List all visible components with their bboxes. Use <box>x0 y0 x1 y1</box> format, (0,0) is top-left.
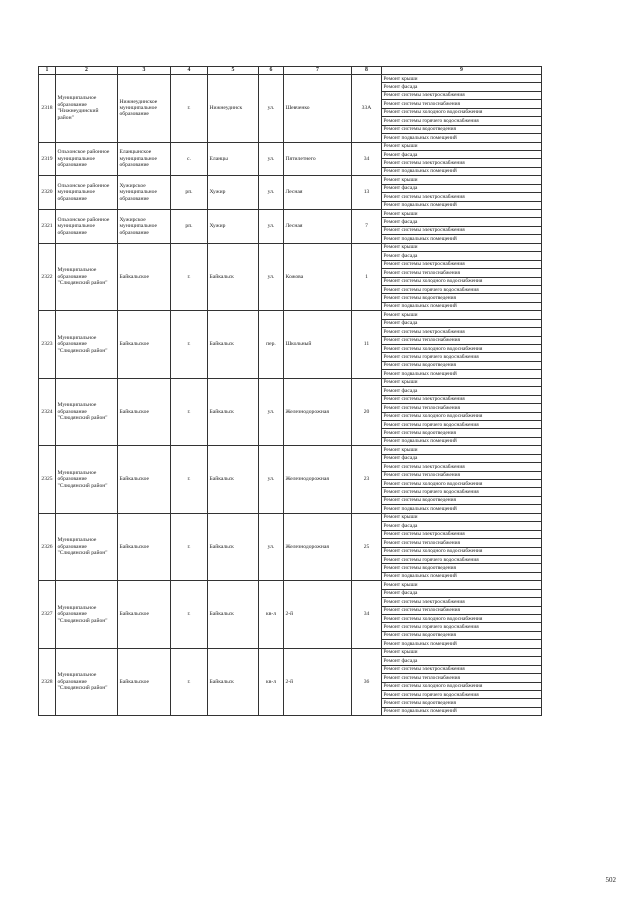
municipality-cell: Муниципальное образование "Слюдянский район" <box>56 446 118 514</box>
place-name-cell: Нижнеудинск <box>208 75 259 143</box>
settlement-cell: Байкальское <box>118 513 171 581</box>
work-item: Ремонт системы электроснабжения <box>382 598 542 606</box>
house-number-cell: 34 <box>352 142 382 176</box>
house-number-cell: 36 <box>352 648 382 716</box>
work-item: Ремонт системы холодного водоснабжения <box>382 277 542 285</box>
settlement-cell: Байкальское <box>118 446 171 514</box>
row-number: 2320 <box>39 176 56 210</box>
municipality-cell: Муниципальное образование "Слюдянский район" <box>56 378 118 446</box>
municipality-cell: Муниципальное образование "Слюдянский район" <box>56 581 118 649</box>
work-item: Ремонт фасада <box>382 252 542 260</box>
settlement-cell: Байкальское <box>118 648 171 716</box>
work-item: Ремонт подвальных помещений <box>382 235 542 243</box>
place-name-cell: Байкальск <box>208 243 259 311</box>
work-item: Ремонт системы холодного водоснабжения <box>382 412 542 420</box>
column-header: 7 <box>284 67 352 75</box>
work-item: Ремонт системы горячего водоснабжения <box>382 555 542 563</box>
place-type-cell: г. <box>171 513 208 581</box>
settlement-cell: Еланцынское муниципальное образование <box>118 142 171 176</box>
work-item: Ремонт системы холодного водоснабжения <box>382 108 542 116</box>
work-item: Ремонт фасада <box>382 522 542 530</box>
work-item: Ремонт системы теплоснабжения <box>382 404 542 412</box>
work-item: Ремонт фасада <box>382 454 542 462</box>
work-item: Ремонт системы горячего водоснабжения <box>382 285 542 293</box>
work-item: Ремонт крыши <box>382 446 542 454</box>
street-type-cell: кв-л <box>259 648 284 716</box>
table-row <box>39 210 542 218</box>
work-item: Ремонт системы электроснабжения <box>382 328 542 336</box>
column-header: 1 <box>39 67 56 75</box>
municipality-cell: Муниципальное образование "Нижнеудинский район" <box>56 75 118 143</box>
row-number: 2327 <box>39 581 56 649</box>
work-item: Ремонт системы горячего водоснабжения <box>382 623 542 631</box>
row-number: 2319 <box>39 142 56 176</box>
work-item: Ремонт подвальных помещений <box>382 302 542 310</box>
work-item: Ремонт системы электроснабжения <box>382 665 542 673</box>
table-row <box>39 75 542 83</box>
work-item: Ремонт системы электроснабжения <box>382 395 542 403</box>
table-row <box>39 142 542 150</box>
house-number-cell: 11 <box>352 311 382 379</box>
work-item: Ремонт фасада <box>382 319 542 327</box>
work-item: Ремонт системы теплоснабжения <box>382 336 542 344</box>
street-type-cell: ул. <box>259 378 284 446</box>
place-name-cell: Байкальск <box>208 648 259 716</box>
place-type-cell: г. <box>171 581 208 649</box>
table-row <box>39 311 542 319</box>
work-item: Ремонт крыши <box>382 648 542 656</box>
column-header: 2 <box>56 67 118 75</box>
work-item: Ремонт подвальных помещений <box>382 505 542 513</box>
street-type-cell: ул. <box>259 446 284 514</box>
street-name-cell: Кожова <box>284 243 352 311</box>
place-name-cell: Хужир <box>208 210 259 244</box>
table-row <box>39 243 542 251</box>
place-name-cell: Байкальск <box>208 311 259 379</box>
place-name-cell: Байкальск <box>208 513 259 581</box>
work-item: Ремонт фасада <box>382 184 542 192</box>
place-type-cell: г. <box>171 75 208 143</box>
settlement-cell: Байкальское <box>118 378 171 446</box>
house-number-cell: 13 <box>352 176 382 210</box>
work-item: Ремонт системы горячего водоснабжения <box>382 420 542 428</box>
house-number-cell: 25 <box>352 513 382 581</box>
municipality-cell: Муниципальное образование "Слюдянский район" <box>56 513 118 581</box>
street-name-cell: Железнодорожная <box>284 378 352 446</box>
municipality-cell: Ольхонское районное муниципальное образование <box>56 142 118 176</box>
settlement-cell: Байкальское <box>118 581 171 649</box>
work-item: Ремонт фасада <box>382 589 542 597</box>
work-item: Ремонт системы электроснабжения <box>382 91 542 99</box>
street-type-cell: кв-л <box>259 581 284 649</box>
place-name-cell: Байкальск <box>208 581 259 649</box>
work-item: Ремонт системы электроснабжения <box>382 193 542 201</box>
row-number: 2324 <box>39 378 56 446</box>
street-type-cell: ул. <box>259 176 284 210</box>
row-number: 2321 <box>39 210 56 244</box>
work-item: Ремонт системы холодного водоснабжения <box>382 682 542 690</box>
work-item: Ремонт подвальных помещений <box>382 707 542 715</box>
work-item: Ремонт системы водоотведения <box>382 631 542 639</box>
place-type-cell: г. <box>171 243 208 311</box>
settlement-cell: Нижнеудинское муниципальное образование <box>118 75 171 143</box>
work-item: Ремонт крыши <box>382 378 542 386</box>
work-item: Ремонт системы электроснабжения <box>382 226 542 234</box>
street-type-cell: ул. <box>259 513 284 581</box>
column-header: 4 <box>171 67 208 75</box>
column-header: 9 <box>382 67 542 75</box>
place-name-cell: Байкальск <box>208 446 259 514</box>
work-item: Ремонт крыши <box>382 142 542 150</box>
work-item: Ремонт системы электроснабжения <box>382 159 542 167</box>
table-row <box>39 176 542 184</box>
table-row <box>39 446 542 454</box>
work-item: Ремонт подвальных помещений <box>382 201 542 209</box>
street-type-cell: ул. <box>259 142 284 176</box>
work-item: Ремонт системы теплоснабжения <box>382 539 542 547</box>
street-name-cell: 2-й <box>284 648 352 716</box>
work-item: Ремонт системы горячего водоснабжения <box>382 353 542 361</box>
row-number: 2328 <box>39 648 56 716</box>
street-name-cell: Пятилетнего <box>284 142 352 176</box>
work-item: Ремонт системы теплоснабжения <box>382 100 542 108</box>
work-item: Ремонт подвальных помещений <box>382 167 542 175</box>
work-item: Ремонт крыши <box>382 210 542 218</box>
work-item: Ремонт крыши <box>382 176 542 184</box>
municipality-cell: Муниципальное образование "Слюдянский район" <box>56 311 118 379</box>
street-type-cell: ул. <box>259 210 284 244</box>
place-type-cell: рп. <box>171 176 208 210</box>
house-number-cell: 20 <box>352 378 382 446</box>
work-item: Ремонт системы холодного водоснабжения <box>382 345 542 353</box>
municipality-cell: Ольхонское районное муниципальное образование <box>56 210 118 244</box>
place-name-cell: Хужир <box>208 176 259 210</box>
work-item: Ремонт крыши <box>382 75 542 83</box>
work-item: Ремонт подвальных помещений <box>382 640 542 648</box>
street-name-cell: Лесная <box>284 176 352 210</box>
work-item: Ремонт подвальных помещений <box>382 134 542 142</box>
municipality-cell: Муниципальное образование "Слюдянский район" <box>56 648 118 716</box>
street-name-cell: Шевченко <box>284 75 352 143</box>
work-item: Ремонт системы водоотведения <box>382 429 542 437</box>
street-type-cell: ул. <box>259 75 284 143</box>
work-item: Ремонт системы холодного водоснабжения <box>382 480 542 488</box>
settlement-cell: Хужирское муниципальное образование <box>118 176 171 210</box>
column-header: 3 <box>118 67 171 75</box>
work-item: Ремонт системы горячего водоснабжения <box>382 488 542 496</box>
municipality-cell: Муниципальное образование "Слюдянский район" <box>56 243 118 311</box>
work-item: Ремонт системы горячего водоснабжения <box>382 117 542 125</box>
row-number: 2322 <box>39 243 56 311</box>
table-body <box>39 75 542 716</box>
work-item: Ремонт фасада <box>382 150 542 158</box>
work-item: Ремонт системы водоотведения <box>382 496 542 504</box>
place-type-cell: г. <box>171 311 208 379</box>
work-item: Ремонт системы теплоснабжения <box>382 674 542 682</box>
work-item: Ремонт системы водоотведения <box>382 361 542 369</box>
house-number-cell: 7 <box>352 210 382 244</box>
house-number-cell: 34 <box>352 581 382 649</box>
place-name-cell: Байкальск <box>208 378 259 446</box>
row-number: 2323 <box>39 311 56 379</box>
work-item: Ремонт подвальных помещений <box>382 370 542 378</box>
street-name-cell: Лесная <box>284 210 352 244</box>
street-name-cell: 2-й <box>284 581 352 649</box>
row-number: 2318 <box>39 75 56 143</box>
column-header: 8 <box>352 67 382 75</box>
work-item: Ремонт системы электроснабжения <box>382 260 542 268</box>
place-type-cell: г. <box>171 378 208 446</box>
work-item: Ремонт подвальных помещений <box>382 437 542 445</box>
place-type-cell: с. <box>171 142 208 176</box>
settlement-cell: Хужирское муниципальное образование <box>118 210 171 244</box>
work-item: Ремонт системы водоотведения <box>382 294 542 302</box>
work-item: Ремонт фасада <box>382 387 542 395</box>
page-number: 502 <box>605 876 616 884</box>
municipality-cell: Ольхонское районное муниципальное образование <box>56 176 118 210</box>
table-row <box>39 513 542 521</box>
work-item: Ремонт системы водоотведения <box>382 564 542 572</box>
work-item: Ремонт фасада <box>382 83 542 91</box>
street-name-cell: Железнодорожная <box>284 513 352 581</box>
settlement-cell: Байкальское <box>118 311 171 379</box>
work-item: Ремонт фасада <box>382 657 542 665</box>
street-name-cell: Железнодорожная <box>284 446 352 514</box>
settlement-cell: Байкальское <box>118 243 171 311</box>
house-number-cell: 1 <box>352 243 382 311</box>
table-row <box>39 581 542 589</box>
work-item: Ремонт системы водоотведения <box>382 125 542 133</box>
work-item: Ремонт системы теплоснабжения <box>382 471 542 479</box>
work-item: Ремонт системы электроснабжения <box>382 530 542 538</box>
place-type-cell: г. <box>171 648 208 716</box>
work-item: Ремонт системы водоотведения <box>382 699 542 707</box>
column-header: 6 <box>259 67 284 75</box>
house-number-cell: 23 <box>352 446 382 514</box>
work-item: Ремонт системы холодного водоснабжения <box>382 615 542 623</box>
work-item: Ремонт системы теплоснабжения <box>382 606 542 614</box>
table-row <box>39 378 542 386</box>
row-number: 2326 <box>39 513 56 581</box>
place-type-cell: г. <box>171 446 208 514</box>
work-item: Ремонт системы теплоснабжения <box>382 269 542 277</box>
work-item: Ремонт фасада <box>382 218 542 226</box>
work-item: Ремонт системы электроснабжения <box>382 463 542 471</box>
work-item: Ремонт подвальных помещений <box>382 572 542 580</box>
works-table <box>38 66 542 716</box>
header-row <box>39 67 542 75</box>
table-row <box>39 648 542 656</box>
house-number-cell: 33А <box>352 75 382 143</box>
street-type-cell: ул. <box>259 243 284 311</box>
work-item: Ремонт крыши <box>382 513 542 521</box>
street-name-cell: Школьный <box>284 311 352 379</box>
work-item: Ремонт крыши <box>382 243 542 251</box>
place-type-cell: рп. <box>171 210 208 244</box>
work-item: Ремонт системы холодного водоснабжения <box>382 547 542 555</box>
work-item: Ремонт крыши <box>382 311 542 319</box>
place-name-cell: Еланцы <box>208 142 259 176</box>
street-type-cell: пер. <box>259 311 284 379</box>
row-number: 2325 <box>39 446 56 514</box>
work-item: Ремонт крыши <box>382 581 542 589</box>
column-header: 5 <box>208 67 259 75</box>
work-item: Ремонт системы горячего водоснабжения <box>382 690 542 698</box>
